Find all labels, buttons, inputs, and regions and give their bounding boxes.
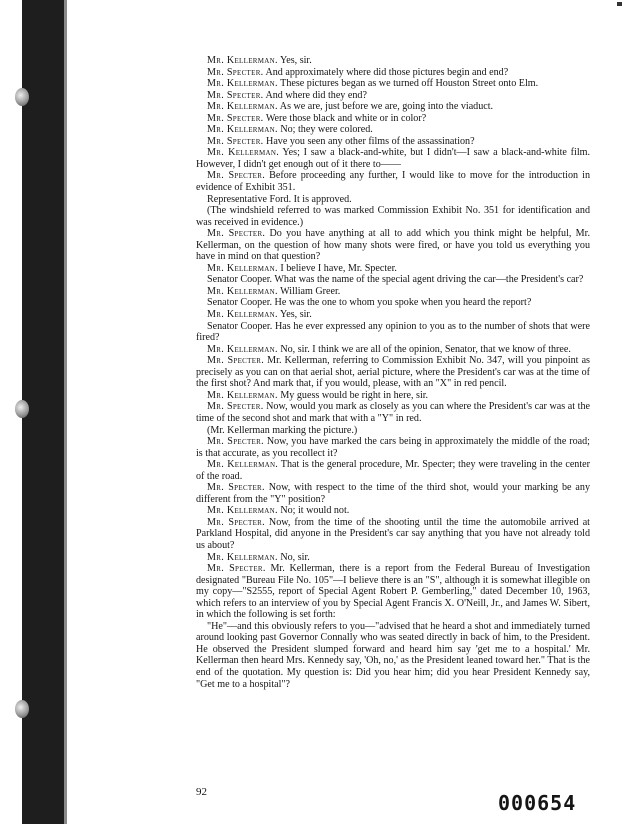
transcript-paragraph [196, 355, 590, 390]
speech-text: Representative Ford. It is approved. [207, 193, 352, 205]
binding-edge [64, 0, 67, 824]
speech-text: Before proceeding any further, I would like to move for the introduction in evidence of Exhibit 351. [196, 170, 590, 194]
binding-hole-bottom [15, 700, 29, 718]
speech-text: Were those black and white or in color? [263, 112, 427, 124]
speaker-name: Mr. Kellerman. [207, 101, 278, 113]
speaker-name: Mr. Kellerman. [207, 262, 278, 274]
speech-text: And where did they end? [263, 89, 367, 101]
speech-text: These pictures began as we turned off Houston Street onto Elm. [277, 78, 539, 90]
speaker-name: Mr. Specter. [207, 563, 266, 575]
document-id-stamp: 000654 [498, 791, 577, 815]
speaker-name: Mr. Kellerman. [207, 285, 278, 297]
speaker-name: Mr. Kellerman. [207, 309, 278, 321]
speech-text: No, sir. [277, 551, 310, 563]
transcript-paragraph [196, 147, 590, 170]
speech-text: "He"—and this obviously refers to you—"advised that he heard a shot and immediately turned around looking past Governor Connally who was seated directly in back of him, to the President. He observed the President slumped forward and heard him say 'get me to a hospital.' Mr. Kellerman then heard Mrs. Kennedy say, 'Oh, no,' as the President leaned toward her." That is the end of the quotation. My question is: Did you hear him; did you hear President Kennedy say, "Get me to a hospital"? [196, 620, 590, 690]
speech-text: Senator Cooper. Has he ever expressed any opinion to you as to the number of shots that were fired? [196, 320, 590, 344]
speech-text: (The windshield referred to was marked Commission Exhibit No. 351 for identification and was received in evidence.) [196, 205, 590, 228]
speech-text: Now, from the time of the shooting until the time the automobile arrived at Parkland Hospital, did anyone in the President's car say anything that you have not already told us about? [196, 516, 590, 551]
speaker-name: Mr. Specter. [207, 66, 264, 78]
transcript-paragraph [196, 286, 590, 298]
speech-text: Yes; I saw a black-and-white, but I didn't—I saw a black-and-white film. However, I didn't get enough out of it there to—— [196, 147, 590, 170]
transcript-paragraph [196, 505, 590, 517]
speech-text: Now, would you mark as closely as you can where the President's car was at the time of the second shot and mark that with a "Y" in red. [196, 401, 590, 424]
corner-mark [617, 2, 622, 6]
speech-text: Mr. Kellerman, there is a report from the Federal Bureau of Investigation designated "Bureau File No. 105"—I believe there is an "S", although it is somewhat illegible on my copy—"S2555, report of Special Agent Robert P. Gemberling," dated December 10, 1963, which refers to an interview of you by Special Agent Francis X. O'Neill, Jr., and James W. Sibert, in which the following is set forth: [196, 563, 590, 621]
transcript-paragraph [196, 390, 590, 402]
speech-text: No, sir. I think we are all of the opinion, Senator, that we know of three. [277, 343, 571, 355]
transcript-paragraph [196, 67, 590, 79]
speaker-name: Mr. Specter. [207, 228, 266, 240]
transcript-paragraph [196, 136, 590, 148]
transcript-paragraph [196, 517, 590, 552]
transcript-paragraph [196, 101, 590, 113]
transcript-paragraph [196, 194, 590, 206]
speaker-name: Mr. Kellerman. [207, 389, 278, 401]
binding-hole-top [15, 88, 29, 106]
speaker-name: Mr. Kellerman. [207, 343, 278, 355]
speaker-name: Mr. Specter. [207, 355, 265, 367]
transcript-paragraph [196, 113, 590, 125]
transcript-paragraph [196, 78, 590, 90]
transcript-paragraph [196, 309, 590, 321]
transcript-paragraph [196, 55, 590, 67]
speaker-name: Mr. Kellerman. [207, 55, 278, 66]
transcript-paragraph [196, 552, 590, 564]
transcript-paragraph [196, 124, 590, 136]
speaker-name: Mr. Kellerman. [207, 78, 278, 90]
speech-text: Yes, sir. [277, 309, 312, 321]
transcript-paragraph [196, 170, 590, 193]
speaker-name: Mr. Specter. [207, 135, 264, 147]
speech-text: No; they were colored. [277, 124, 373, 136]
transcript-paragraph [196, 621, 590, 690]
speech-text: William Greer. [277, 285, 341, 297]
speech-text: (Mr. Kellerman marking the picture.) [207, 424, 358, 436]
transcript-paragraph [196, 344, 590, 356]
speech-text: Senator Cooper. He was the one to whom you spoke when you heard the report? [207, 297, 532, 309]
transcript-paragraph [196, 563, 590, 621]
transcript-paragraph [196, 401, 590, 424]
transcript-paragraph [196, 228, 590, 263]
speaker-name: Mr. Specter. [207, 516, 265, 528]
speech-text: Do you have anything at all to add which you think might be helpful, Mr. Kellerman, on the question of how many shots were fired, or have you told us everything you have in mind on that question? [196, 228, 590, 263]
speaker-name: Mr. Specter. [207, 89, 264, 101]
speech-text: As we are, just before we are, going into the viaduct. [277, 101, 494, 113]
speaker-name: Mr. Kellerman. [207, 459, 279, 471]
transcript-paragraph [196, 425, 590, 437]
speech-text: Yes, sir. [277, 55, 312, 66]
speech-text: That is the general procedure, Mr. Specter; they were traveling in the center of the road. [196, 459, 590, 482]
speaker-name: Mr. Specter. [207, 436, 264, 448]
transcript-paragraph [196, 90, 590, 102]
speaker-name: Mr. Kellerman. [207, 124, 278, 136]
transcript-paragraph [196, 205, 590, 228]
transcript-paragraph [196, 321, 590, 344]
binding-hole-middle [15, 400, 29, 418]
speech-text: Mr. Kellerman, referring to Commission Exhibit No. 347, will you pinpoint as precisely as you can on that aerial shot, aerial picture, where the President's car was at the time of the first shot? And mark that, if you would, please, with an "X" in red pencil. [196, 355, 590, 390]
speaker-name: Mr. Specter. [207, 482, 265, 494]
speaker-name: Mr. Kellerman. [207, 551, 278, 563]
speaker-name: Mr. Specter. [207, 170, 266, 182]
speech-text: And approximately where did those pictures begin and end? [263, 66, 509, 78]
speaker-name: Mr. Specter. [207, 112, 264, 124]
speech-text: My guess would be right in here, sir. [277, 389, 429, 401]
speech-text: Now, you have marked the cars being in approximately the middle of the road; is that accurate, as you recollect it? [196, 436, 590, 459]
speech-text: Now, with respect to the time of the third shot, would your marking be any different from the "Y" position? [196, 482, 590, 505]
speech-text: Senator Cooper. What was the name of the special agent driving the car—the President's car? [207, 274, 584, 286]
speaker-name: Mr. Kellerman. [207, 505, 278, 517]
transcript-paragraph [196, 263, 590, 275]
speech-text: I believe I have, Mr. Specter. [277, 262, 397, 274]
speaker-name: Mr. Kellerman. [207, 147, 280, 159]
speech-text: No; it would not. [277, 505, 350, 517]
speech-text: Have you seen any other films of the assassination? [263, 135, 475, 147]
speaker-name: Mr. Specter. [207, 401, 264, 413]
transcript-paragraph [196, 436, 590, 459]
transcript-body [196, 55, 590, 690]
page-number: 92 [196, 786, 207, 798]
transcript-paragraph [196, 482, 590, 505]
transcript-paragraph [196, 459, 590, 482]
transcript-paragraph [196, 274, 590, 286]
transcript-paragraph [196, 297, 590, 309]
